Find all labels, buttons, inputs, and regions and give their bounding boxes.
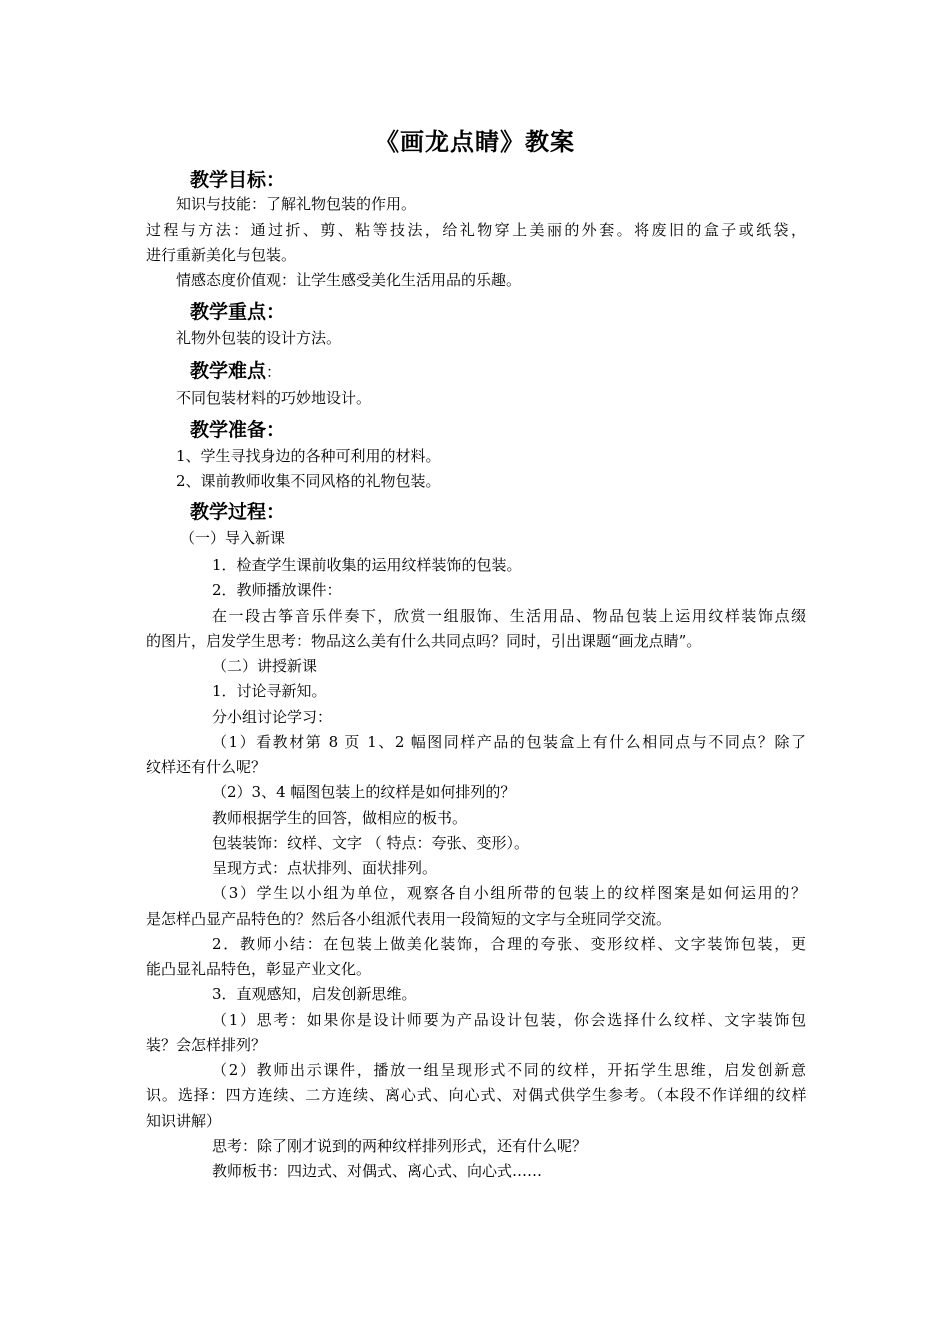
goal-knowledge: 知识与技能：了解礼物包装的作用。 (176, 195, 417, 213)
p1-line1: 1．检查学生课前收集的运用纹样装饰的包装。 (212, 556, 522, 574)
difficulty-text: 不同包装材料的巧妙地设计。 (176, 389, 372, 407)
p1-line2: 2．教师播放课件： (212, 581, 342, 599)
part2-title: （二）讲授新课 (212, 657, 318, 675)
part1-title: （一）导入新课 (180, 529, 286, 547)
p2-line5: 教师根据学生的回答，做相应的板书。 (212, 809, 468, 827)
p2-line11b: 装？会怎样排列？ (146, 1036, 267, 1054)
heading-teaching-difficulty: 教学难点： (190, 360, 282, 382)
key-text: 礼物外包装的设计方法。 (176, 329, 342, 347)
p2-line12a: （2）教师出示课件，播放一组呈现形式不同的纹样，开拓学生思维，启发创新意 (212, 1061, 806, 1079)
goal-emotion: 情感态度价值观：让学生感受美化生活用品的乐趣。 (176, 271, 522, 289)
p2-line3b: 纹样还有什么呢？ (146, 758, 267, 776)
document-title: 《画龙点睛》教案 (375, 128, 575, 156)
heading-teaching-procedure: 教学过程： (190, 501, 286, 523)
prep-item-1: 1、学生寻找身边的各种可利用的材料。 (176, 447, 441, 465)
p2-line12b: 识。选择：四方连续、二方连续、离心式、向心式、对偶式供学生参考。（本段不作详细的纹样 (146, 1086, 806, 1104)
p2-line9b: 能凸显礼品特色，彰显产业文化。 (146, 960, 372, 978)
p2-line13: 思考：除了刚才说到的两种纹样排列形式，还有什么呢？ (212, 1137, 588, 1155)
p1-line3a: 在一段古筝音乐伴奏下，欣赏一组服饰、生活用品、物品包装上运用纹样装饰点缀 (212, 607, 806, 625)
p1-line3b: 的图片，启发学生思考：物品这么美有什么共同点吗？同时，引出课题“画龙点睛”。 (146, 632, 702, 650)
goal-process-line2: 进行重新美化与包装。 (146, 246, 297, 264)
p2-line1: 1．讨论寻新知。 (212, 682, 327, 700)
goal-process-line1: 过程与方法：通过折、剪、粘等技法，给礼物穿上美丽的外套。将废旧的盒子或纸袋， (146, 221, 806, 239)
p2-line2: 分小组讨论学习： (212, 708, 333, 726)
p2-line6: 包装装饰：纹样、文字 （ 特点：夸张、变形）。 (212, 834, 530, 852)
p2-line9a: 2．教师小结：在包装上做美化装饰，合理的夸张、变形纹样、文字装饰包装，更 (212, 935, 806, 953)
p2-line12c: 知识讲解） (146, 1112, 222, 1130)
heading-teaching-key: 教学重点： (190, 301, 286, 323)
heading-teaching-prep: 教学准备： (190, 419, 286, 441)
p2-line8b: 是怎样凸显产品特色的？然后各小组派代表用一段简短的文字与全班同学交流。 (146, 910, 672, 928)
p2-line7: 呈现方式：点状排列、面状排列。 (212, 859, 438, 877)
p2-line8a: （3）学生以小组为单位，观察各自小组所带的包装上的纹样图案是如何运用的？ (212, 884, 806, 902)
p2-line11a: （1）思考：如果你是设计师要为产品设计包装，你会选择什么纹样、文字装饰包 (212, 1011, 806, 1029)
p2-line3a: （1）看教材第 8 页 1、2 幅图同样产品的包装盒上有什么相同点与不同点？除了 (212, 733, 806, 751)
p2-line10: 3．直观感知，启发创新思维。 (212, 985, 417, 1003)
prep-item-2: 2、课前教师收集不同风格的礼物包装。 (176, 472, 441, 490)
p2-line14: 教师板书：四边式、对偶式、离心式、向心式…… (212, 1162, 543, 1180)
p2-line4: （2）3、4 幅图包装上的纹样是如何排列的？ (212, 783, 516, 801)
heading-teaching-goals: 教学目标： (190, 169, 286, 191)
